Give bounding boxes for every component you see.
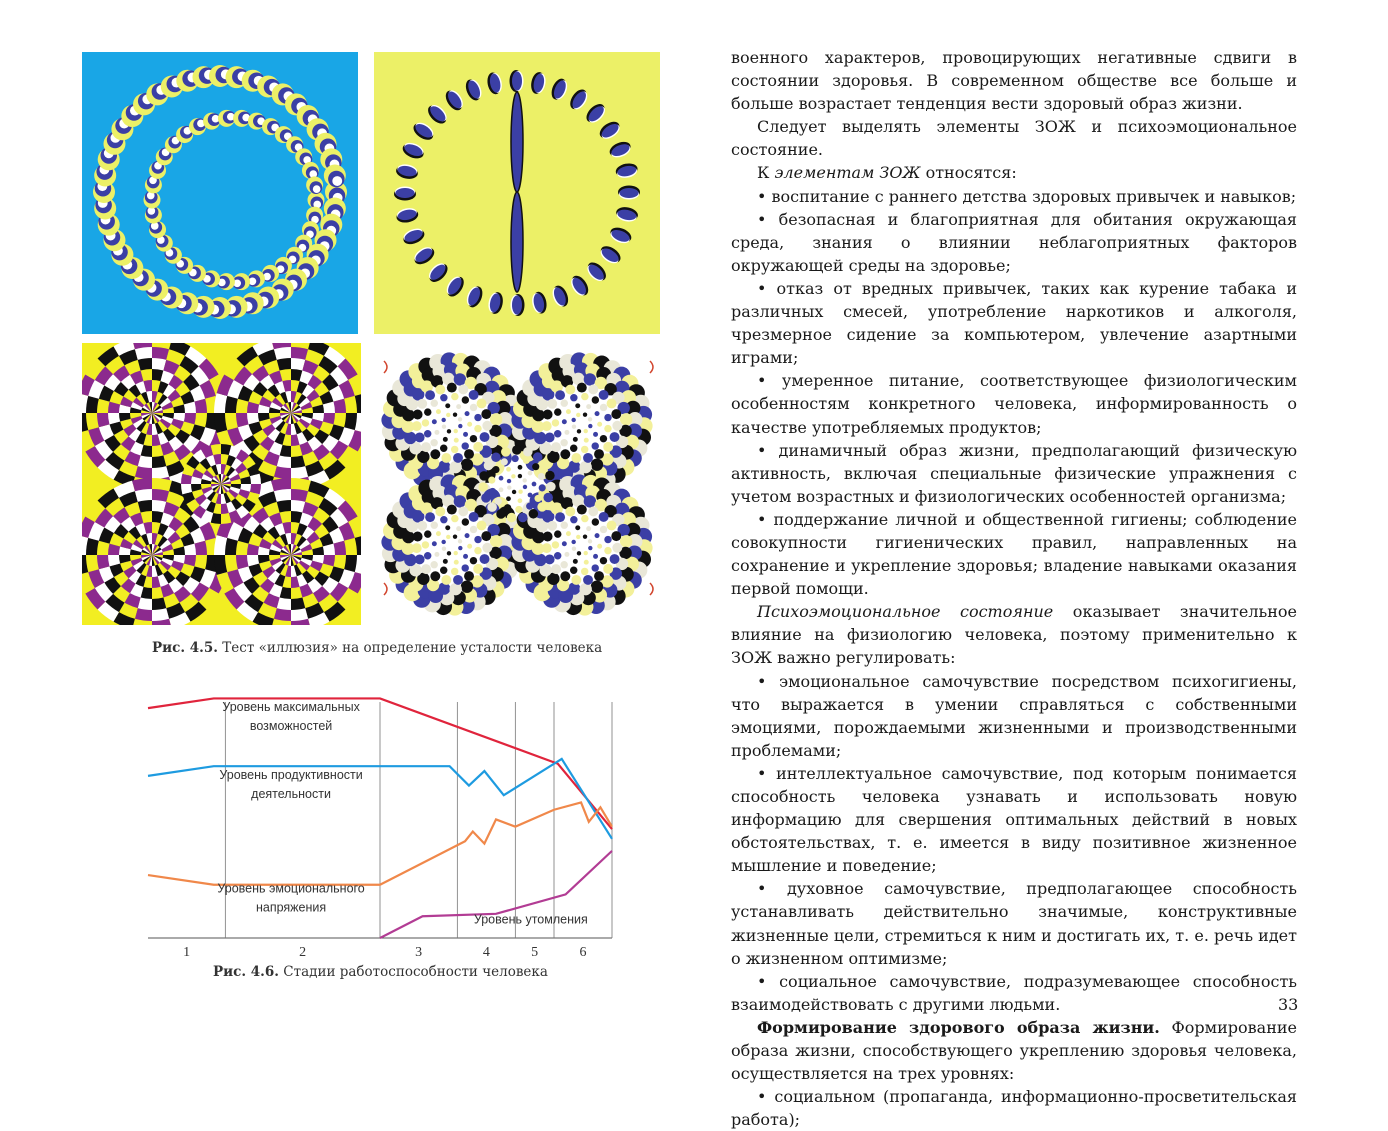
page-number: 33 [1278, 995, 1299, 1014]
list-item: • воспитание с раннего детства здоровых привычек и навыков; [757, 186, 1297, 206]
figure-caption-4-5 [152, 640, 602, 656]
list-item: • социальное самочувствие, подразумевающее способность взаимодействовать с другими людьми. [731, 971, 1297, 1014]
body-text-column [731, 46, 1297, 1131]
illusion-rotating-snakes-image [372, 343, 662, 625]
illusion-ellipses-image [374, 52, 660, 334]
list-item: • умеренное питание, соответствующее физиологическим особенностям конкретного человека, информированность о качестве употребляемых продуктов; [731, 371, 1297, 437]
ellipse-mark [511, 294, 525, 316]
series-label: напряжения [255, 900, 327, 915]
stage-label: 1 [183, 945, 191, 960]
series-label: деятельности [251, 786, 331, 801]
spindle-upper [511, 92, 523, 192]
series-label: возможностей [249, 719, 333, 734]
ellipse-mark [394, 187, 416, 201]
figure-caption-text: Тест «иллюзия» на определение усталости человека [222, 640, 603, 656]
series-label: Уровень эмоционального [217, 881, 365, 896]
work-capacity-chart [140, 686, 630, 966]
italic-term: Психоэмоциональное состояние [757, 602, 1054, 622]
illusion-rings-image [82, 52, 358, 334]
paragraph: военного характеров, провоцирующих негативные сдвиги в состоянии здоровья. В современном обществе все больше и больше возрастает тенденция вести здоровый образ жизни. [731, 48, 1297, 114]
paragraph: Следует выделять элементы ЗОЖ и психоэмоциональное состояние. [731, 117, 1297, 160]
text-run: К [757, 163, 775, 183]
list-item: • динамичный образ жизни, предполагающий физическую активность, включая специальные физические упражнения с учетом возрастных и физиологических особенностей организма; [731, 440, 1297, 506]
paragraph [731, 161, 1297, 184]
chart-canvas [140, 686, 630, 966]
list-item: • поддержание личной и общественной гигиены; соблюдение совокупности гигиенических правил, направленных на сохранение и укрепление здоровья; владение навыками оказания первой помощи. [731, 509, 1297, 599]
paragraph [731, 600, 1297, 669]
series-label: Уровень продуктивности [219, 767, 363, 782]
series-label: Уровень максимальных [222, 700, 360, 715]
paragraph [731, 1016, 1297, 1085]
stage-label: 5 [531, 945, 539, 960]
ray-disc [181, 444, 261, 524]
stage-label: 2 [299, 945, 307, 960]
list-item: • интеллектуальное самочувствие, под которым понимается способность человека узнавать и использовать новую информацию для свершения оптимальных действий в новых обстоятельствах, т. е. имеется в виду позитивное жизненное мышление и поведение; [731, 763, 1297, 876]
stage-label: 3 [415, 945, 423, 960]
figure-caption-label: Рис. 4.5. [152, 640, 218, 656]
list-item: • духовное самочувствие, предполагающее способность устанавливать действительно значимые, конструктивные жизненные цели, стремиться к ним и достигать их, т. е. речь идет о жизненном оптимизме; [731, 879, 1297, 968]
series-label: Уровень утомления [473, 912, 588, 927]
figure-caption-4-6 [213, 964, 548, 980]
text-run: оказывает значительное влияние на физиологию человека, поэтому применительно к ЗОЖ важно регулировать: [731, 602, 1297, 668]
text-run: Формирование образа жизни, способствующего укреплению здоровья человека, осуществляется на трех уровнях: [731, 1017, 1297, 1084]
list-item: • безопасная и благоприятная для обитания окружающая среда, знания о влиянии неблагоприятных факторов окружающей среды на здоровье; [731, 209, 1297, 275]
figure-caption-text: Стадии работоспособности человека [283, 964, 548, 980]
ellipse-mark [618, 186, 640, 200]
stage-label: 6 [579, 945, 587, 960]
illusion-checkered-rays-image [82, 343, 361, 625]
italic-term: элементам ЗОЖ [774, 163, 921, 183]
section-heading: Формирование здорового образа жизни. [757, 1017, 1160, 1037]
figure-caption-label: Рис. 4.6. [213, 964, 279, 980]
list-item: • отказ от вредных привычек, таких как курение табака и различных смесей, употребление наркотиков и алкоголя, чрезмерное сидение за компьютером, увлечение азартными играми; [731, 278, 1297, 368]
ellipse-mark [510, 70, 524, 92]
text-run: относятся: [920, 163, 1017, 183]
spindle-lower [511, 192, 523, 292]
stage-label: 4 [482, 945, 490, 960]
list-item: • эмоциональное самочувствие посредством психогигиены, что выражается в умении справляться с собственными эмоциями, порождаемыми жизненными и производственными проблемами; [731, 671, 1297, 760]
list-item: • социальном (пропаганда, информационно-просветительская работа); [731, 1087, 1297, 1130]
